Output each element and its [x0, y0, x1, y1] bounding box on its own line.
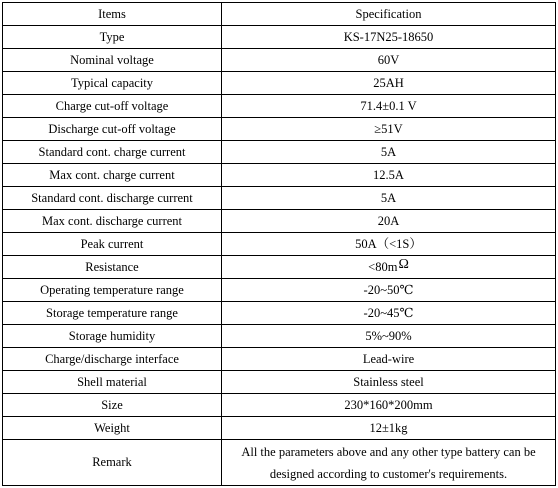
ohm-symbol: Ω: [398, 256, 409, 272]
item-cell: Shell material: [3, 371, 222, 394]
spec-cell: 20A: [222, 210, 556, 233]
spec-cell: 71.4±0.1 V: [222, 95, 556, 118]
item-cell: Peak current: [3, 233, 222, 256]
item-cell: Type: [3, 26, 222, 49]
resistance-value: <80m: [368, 259, 398, 274]
item-cell: Charge/discharge interface: [3, 348, 222, 371]
item-cell: Resistance: [3, 256, 222, 279]
table-row: [3, 187, 556, 210]
item-cell: Nominal voltage: [3, 49, 222, 72]
item-cell: Size: [3, 394, 222, 417]
item-cell: Storage temperature range: [3, 302, 222, 325]
table-row: [3, 371, 556, 394]
table-row: [3, 95, 556, 118]
specification-table: [2, 2, 556, 486]
spec-cell: 12±1kg: [222, 417, 556, 440]
table-row: [3, 279, 556, 302]
table-row: [3, 210, 556, 233]
item-cell: Storage humidity: [3, 325, 222, 348]
spec-cell: 25AH: [222, 72, 556, 95]
spec-cell: 50A（<1S）: [222, 233, 556, 256]
spec-cell: 12.5A: [222, 164, 556, 187]
spec-cell: -20~50℃: [222, 279, 556, 302]
spec-cell: [222, 256, 556, 279]
table-row: [3, 325, 556, 348]
table-row: [3, 26, 556, 49]
spec-cell: 60V: [222, 49, 556, 72]
spec-cell: 5A: [222, 141, 556, 164]
item-cell: Weight: [3, 417, 222, 440]
item-cell: Standard cont. charge current: [3, 141, 222, 164]
spec-cell: -20~45℃: [222, 302, 556, 325]
item-cell: Remark: [3, 440, 222, 486]
spec-cell: ≥51V: [222, 118, 556, 141]
table-row: [3, 417, 556, 440]
table-row: [3, 164, 556, 187]
spec-cell: 230*160*200mm: [222, 394, 556, 417]
item-cell: Max cont. charge current: [3, 164, 222, 187]
spec-cell: 5%~90%: [222, 325, 556, 348]
table-row: [3, 302, 556, 325]
spec-cell: KS-17N25-18650: [222, 26, 556, 49]
spec-cell: 5A: [222, 187, 556, 210]
remark-text: All the parameters above and any other type battery can be designed according to customer's requirements.: [222, 440, 556, 486]
item-cell: Charge cut-off voltage: [3, 95, 222, 118]
item-cell: Discharge cut-off voltage: [3, 118, 222, 141]
table-row: [3, 49, 556, 72]
table-row: [3, 141, 556, 164]
header-items: Items: [3, 3, 222, 26]
table-row: [3, 72, 556, 95]
table-row: [3, 394, 556, 417]
table-row: [3, 233, 556, 256]
item-cell: Standard cont. discharge current: [3, 187, 222, 210]
table-row: [3, 118, 556, 141]
table-row: [3, 348, 556, 371]
item-cell: Max cont. discharge current: [3, 210, 222, 233]
table-row: [3, 256, 556, 279]
header-specification: Specification: [222, 3, 556, 26]
spec-cell: Lead-wire: [222, 348, 556, 371]
item-cell: Typical capacity: [3, 72, 222, 95]
table-row-remark: [3, 440, 556, 486]
table-header-row: [3, 3, 556, 26]
spec-cell: Stainless steel: [222, 371, 556, 394]
item-cell: Operating temperature range: [3, 279, 222, 302]
